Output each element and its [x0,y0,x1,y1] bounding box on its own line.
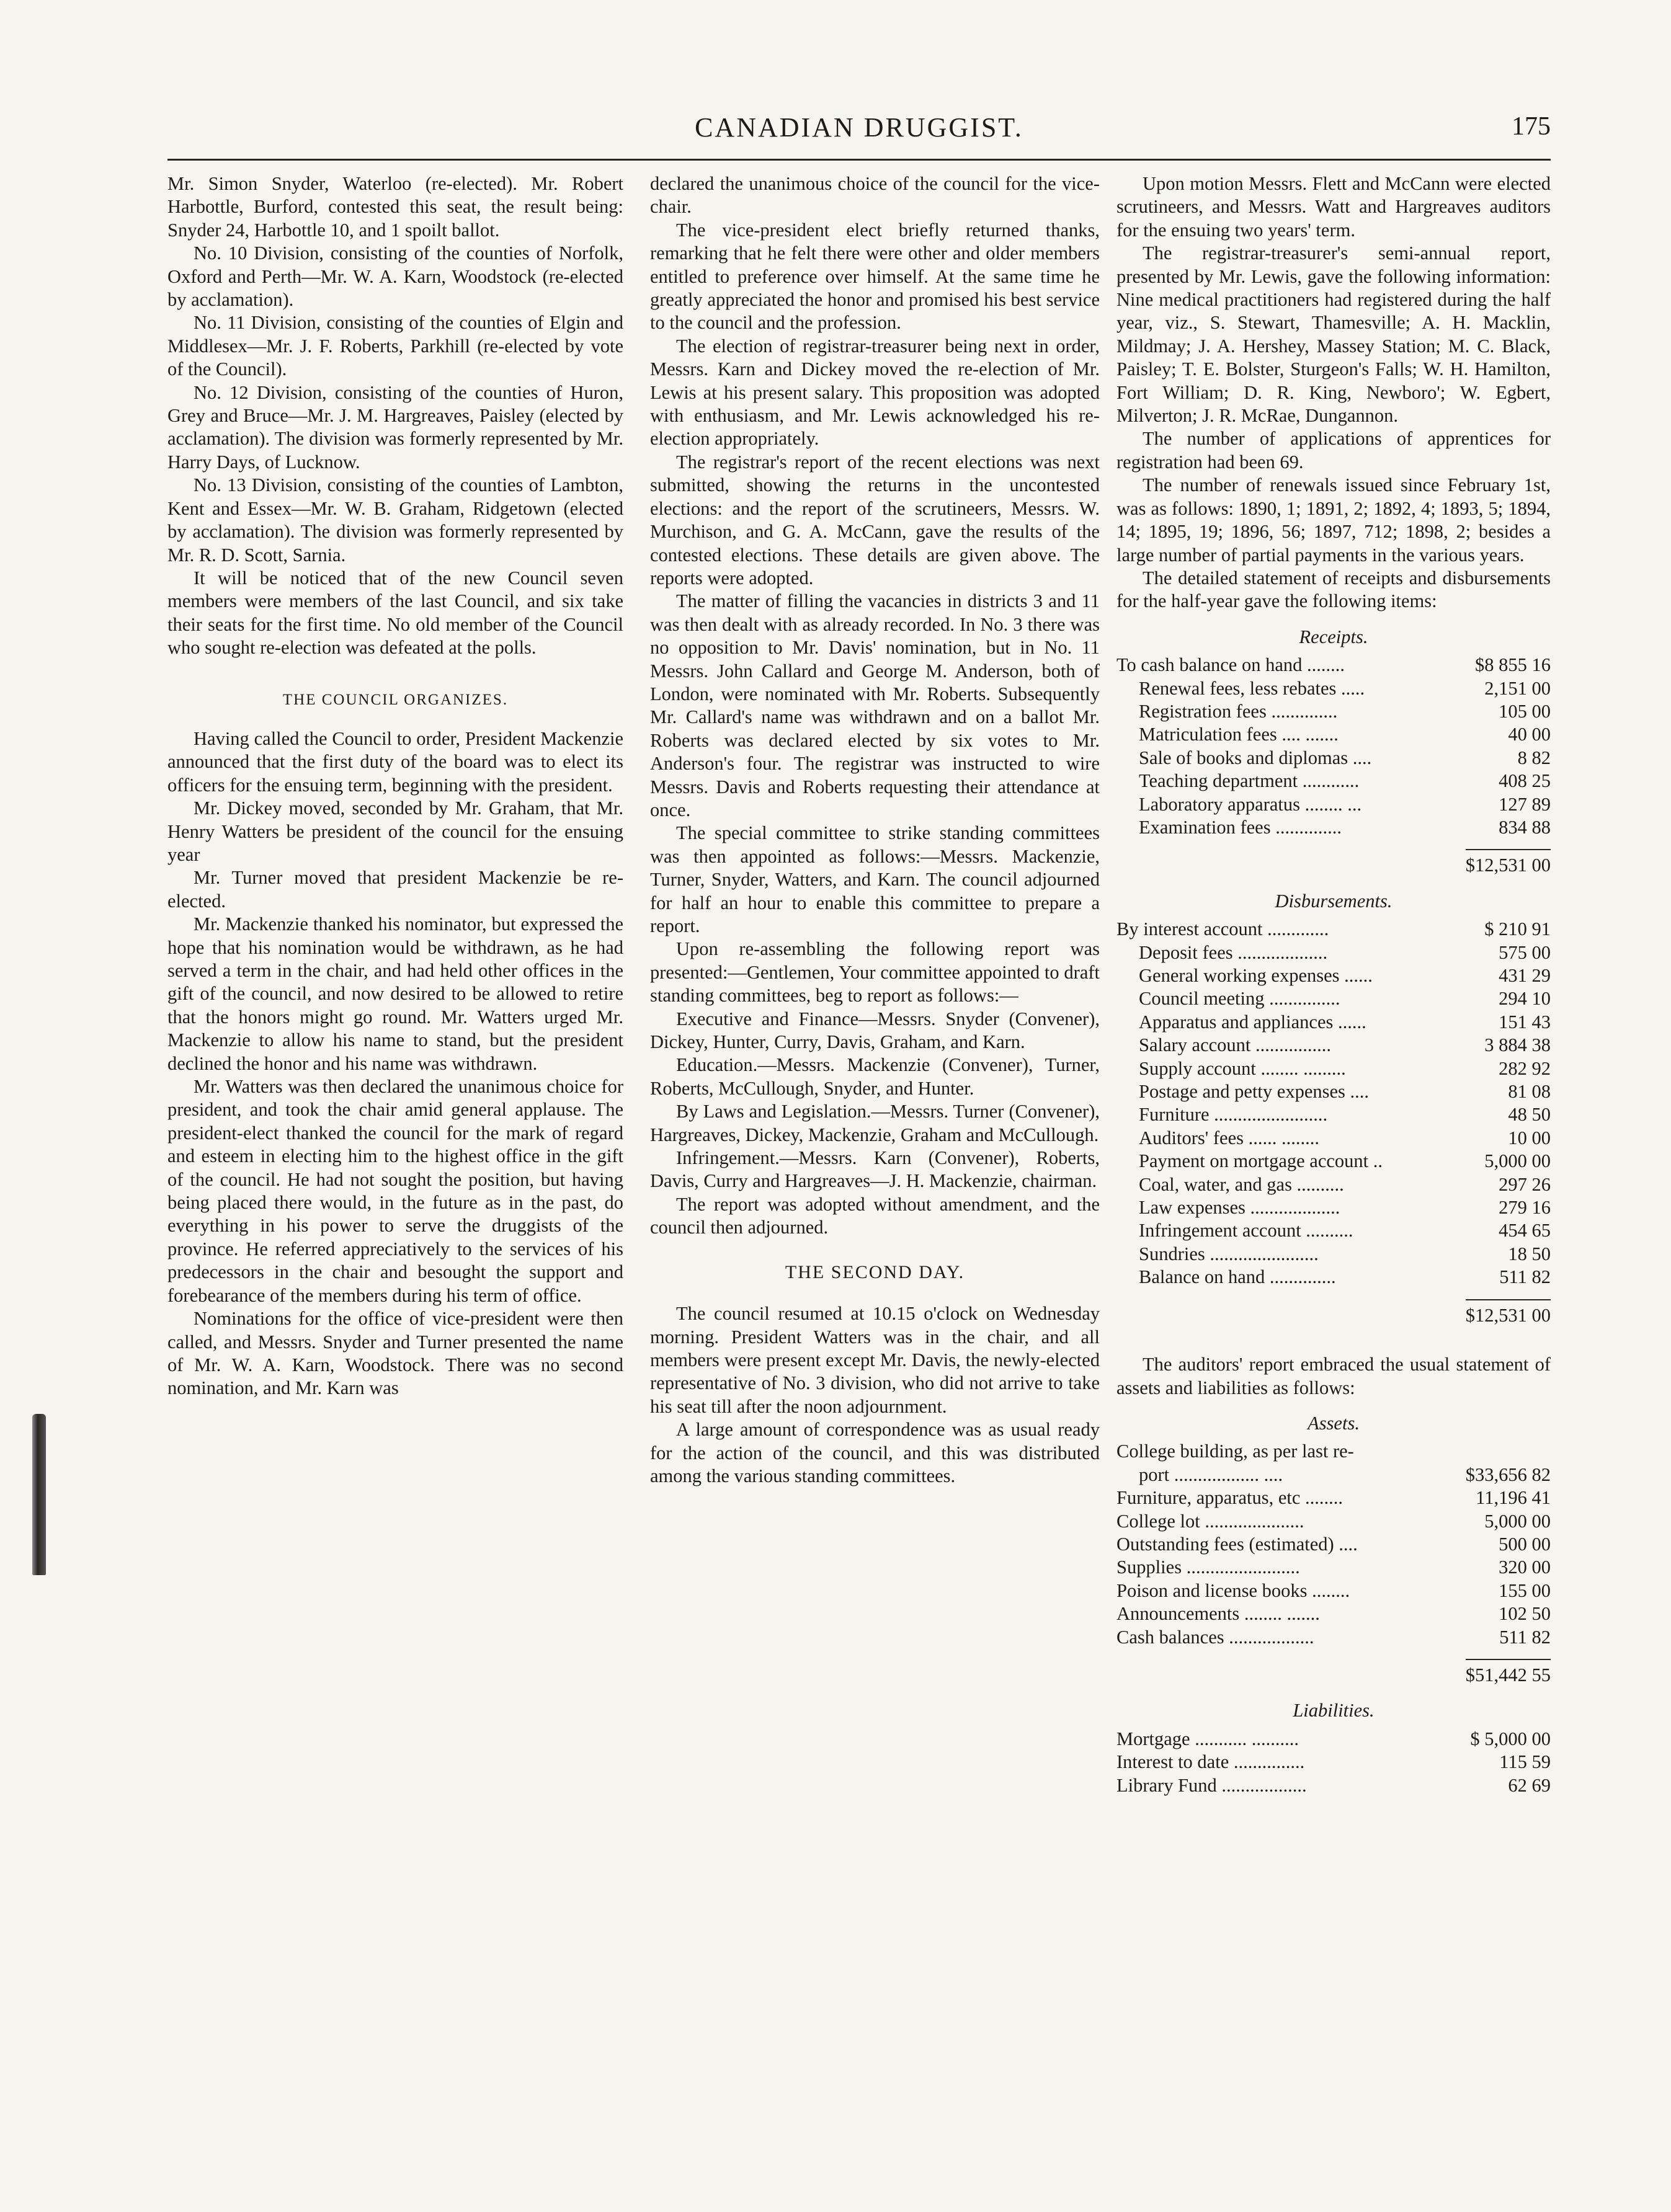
row-label: Interest to date ............... [1116,1751,1305,1773]
table-row [1116,918,1551,941]
table-row [1116,770,1551,793]
row-amount: 3 884 38 [1484,1034,1551,1056]
row-label: Law expenses ................... [1139,1197,1340,1219]
table-row [1116,1728,1551,1751]
table-row [1116,654,1551,677]
row-label: Teaching department ............ [1139,770,1360,792]
row-label: Mortgage ........... .......... [1116,1728,1299,1749]
table-row [1116,1486,1551,1509]
row-label: Supply account ........ ......... [1139,1057,1346,1079]
column-1 [167,172,623,2188]
row-label: Deposit fees ................... [1139,941,1328,963]
row-amount: 10 00 [1508,1127,1551,1148]
table-row [1116,816,1551,839]
row-amount: 105 00 [1499,700,1551,722]
page-header [167,112,1551,155]
row-amount: 279 16 [1499,1197,1551,1219]
row-amount: 294 10 [1499,988,1551,1010]
paragraph: The vice-president elect briefly returned thanks, remarking that he felt there were other and older members entitled to preference over himself. At the same time he greatly appreciated the honor and promised his best service to the council and the profession. [650,219,1100,334]
paragraph: No. 11 Division, consisting of the counties of Elgin and Middlesex—Mr. J. F. Roberts, Parkhill (re-elected by vote of the Council). [167,312,623,380]
row-amount: 575 00 [1499,941,1551,963]
paragraph: The matter of filling the vacancies in districts 3 and 11 was then dealt with as already recorded. In No. 3 there was no opposition to Mr. Davis' nomination, but in No. 11 Messrs. John Callard and George M. Anderson, both of London, were nominated with Mr. Roberts. Subsequently Mr. Callard's name was withdrawn and on a ballot Mr. Roberts was declared elected by six votes to Mr. Anderson's four. The registrar was instructed to wire Messrs. Davis and Roberts requesting their attendance at once. [650,590,1100,820]
row-label: Council meeting ............... [1139,988,1340,1010]
table-row [1116,1510,1551,1533]
table-row [1116,1196,1551,1219]
row-amount: 297 26 [1499,1173,1551,1195]
section-heading: THE SECOND DAY. [785,1261,965,1282]
row-amount: 5,000 00 [1484,1510,1551,1532]
row-label: Examination fees .............. [1139,816,1342,838]
row-amount: 18 50 [1508,1243,1551,1264]
row-label: To cash balance on hand ........ [1116,654,1345,676]
paragraph: The detailed statement of receipts and disbursements for the half-year gave the following items: [1116,567,1551,612]
paragraph: Executive and Finance—Messrs. Snyder (Convener), Dickey, Hunter, Curry, Davis, Graham, and Karn. [650,1008,1100,1053]
row-label: Renewal fees, less rebates ..... [1139,677,1365,699]
row-label: Outstanding fees (estimated) .... [1116,1533,1358,1555]
row-amount: 155 00 [1499,1579,1551,1601]
row-amount: 834 88 [1499,816,1551,838]
disbursements-total: $12,531 00 [1116,1299,1551,1327]
publication-title: CANADIAN DRUGGIST. [695,112,1023,143]
row-amount: 81 08 [1508,1081,1551,1103]
paragraph: No. 13 Division, consisting of the counties of Lambton, Kent and Essex—Mr. W. B. Graham, Ridgetown (elected by acclamation). The division was formerly represented by Mr. R. D. Scott, Sarnia. [167,474,623,566]
row-label: College building, as per last re- [1116,1441,1354,1462]
paragraph: Education.—Messrs. Mackenzie (Convener), Turner, Roberts, McCullough, Snyder, and Hunter. [650,1054,1100,1099]
paragraph: Mr. Dickey moved, seconded by Mr. Graham, that Mr. Henry Watters be president of the council for the ensuing year [167,797,623,865]
paragraph: The registrar's report of the recent elections was next submitted, showing the returns in the uncontested elections: and the report of the scrutineers, Messrs. W. Murchison, and G. A. McCann, gave the results of the contested elections. These details are given above. The reports were adopted. [650,451,1100,589]
table-row [1116,1057,1551,1080]
table-row [1116,1602,1551,1625]
row-amount: 511 82 [1499,1626,1551,1648]
table-row [1116,1774,1551,1797]
row-amount: 408 25 [1499,770,1551,792]
row-label: port .................. .... [1139,1464,1283,1485]
paragraph: No. 10 Division, consisting of the counties of Norfolk, Oxford and Perth—Mr. W. A. Karn, Woodstock (re-elected by acclamation). [167,242,623,311]
row-label: General working expenses ...... [1139,965,1373,986]
row-label: Balance on hand .............. [1139,1266,1336,1288]
row-amount: 62 69 [1508,1774,1551,1796]
row-amount: 454 65 [1499,1220,1551,1241]
row-amount: 5,000 00 [1484,1150,1551,1172]
table-row [1116,1103,1551,1126]
row-label: By interest account ............. [1116,918,1329,940]
row-label: Payment on mortgage account .. [1139,1150,1383,1172]
paragraph: Mr. Simon Snyder, Waterloo (re-elected). Mr. Robert Harbottle, Burford, contested this seat, the result being: Snyder 24, Harbottle 10, and 1 spoilt ballot. [167,173,623,241]
paragraph: The number of renewals issued since February 1st, was as follows: 1890, 1; 1891, 2; 1892, 4; 1893, 5; 1894, 14; 1895, 19; 1896, 56; 1897, 712; 1898, 2; besides a large number of partial payments in the various years. [1116,474,1551,566]
row-amount: 127 89 [1499,793,1551,815]
paragraph: Infringement.—Messrs. Karn (Convener), Roberts, Davis, Curry and Hargreaves—J. H. Mackenzie, chairman. [650,1147,1100,1192]
row-label: Laboratory apparatus ........ ... [1139,793,1362,815]
row-amount: 151 43 [1499,1011,1551,1033]
paragraph: No. 12 Division, consisting of the counties of Huron, Grey and Bruce—Mr. J. M. Hargreaves, Paisley (elected by acclamation). The division was formerly represented by Mr. Harry Days, of Lucknow. [167,381,623,473]
spacer [1116,1335,1551,1353]
table-row [1116,1579,1551,1602]
table-row [1116,1150,1551,1173]
page-number: 175 [1512,112,1551,141]
paragraph: Having called the Council to order, President Mackenzie announced that the first duty of the board was to elect its officers for the ensuing term, beginning with the president. [167,727,623,796]
disbursements-heading: Disbursements. [1275,890,1392,912]
table-row [1116,1440,1551,1463]
row-amount: 115 59 [1499,1751,1551,1773]
disbursements-table [1116,918,1551,1289]
paragraph: By Laws and Legislation.—Messrs. Turner (Convener), Hargreaves, Dickey, Mackenzie, Graham and McCullough. [650,1101,1100,1145]
row-label: Salary account ................ [1139,1034,1332,1056]
row-amount: 500 00 [1499,1533,1551,1555]
row-label: Poison and license books ........ [1116,1579,1350,1601]
paragraph: Mr. Turner moved that president Mackenzie be re-elected. [167,867,623,912]
row-label: Infringement account .......... [1139,1220,1353,1241]
table-row [1116,1173,1551,1196]
paragraph: The auditors' report embraced the usual statement of assets and liabilities as follows: [1116,1354,1551,1398]
row-label: Library Fund .................. [1116,1774,1307,1796]
row-label: Cash balances .................. [1116,1626,1314,1648]
row-label: Coal, water, and gas .......... [1139,1173,1344,1195]
table-row [1116,1556,1551,1579]
row-label: College lot ..................... [1116,1510,1304,1532]
paragraph: declared the unanimous choice of the council for the vice-chair. [650,173,1100,218]
row-amount: 8 82 [1517,747,1551,768]
receipts-table [1116,654,1551,839]
table-row [1116,1464,1551,1486]
paragraph: Upon motion Messrs. Flett and McCann were elected scrutineers, and Messrs. Watt and Hargreaves auditors for the ensuing two years' term. [1116,173,1551,241]
margin-binding-mark [32,1414,46,1575]
row-amount: 102 50 [1499,1603,1551,1625]
assets-heading: Assets. [1308,1412,1360,1434]
row-label: Furniture ........................ [1139,1104,1328,1126]
row-label: Sundries ....................... [1139,1243,1319,1264]
table-row [1116,1034,1551,1057]
table-row [1116,1243,1551,1266]
table-row [1116,1626,1551,1649]
table-row [1116,1219,1551,1242]
table-row [1116,1533,1551,1556]
row-amount: 40 00 [1508,724,1551,745]
table-row [1116,1080,1551,1103]
paragraph: The number of applications of apprentices for registration had been 69. [1116,428,1551,473]
row-label: Matriculation fees .... ....... [1139,724,1339,745]
paragraph: Nominations for the office of vice-president were then called, and Messrs. Snyder and Turner presented the name of Mr. W. A. Karn, Woodstock. There was no second nomination, and Mr. Karn was [167,1308,623,1399]
row-amount: 431 29 [1499,965,1551,986]
table-row [1116,1751,1551,1774]
row-label: Apparatus and appliances ...... [1139,1011,1366,1033]
row-label: Registration fees .............. [1139,700,1338,722]
row-label: Supplies ........................ [1116,1557,1300,1578]
paragraph: Upon re-assembling the following report was presented:—Gentlemen, Your committee appointed to draft standing committees, beg to report as follows:— [650,938,1100,1006]
row-amount: $ 5,000 00 [1470,1728,1551,1749]
table-row [1116,723,1551,746]
paragraph: Mr. Watters was then declared the unanimous choice for president, and took the chair amid general applause. The president-elect thanked the council for the mark of regard and esteem in electing him to the highest office in the gift of the council. He had not sought the position, but having being placed there would, in the future as in the past, do everything in his power to serve the druggists of the province. He referred appreciatively to the services of his predecessors in the chair and besought the support and forebearance of the members during his term of office. [167,1076,623,1306]
table-row [1116,700,1551,723]
row-label: Announcements ........ ....... [1116,1603,1320,1625]
row-label: Auditors' fees ...... ........ [1139,1127,1319,1148]
paragraph: The report was adopted without amendment, and the council then adjourned. [650,1193,1100,1238]
receipts-total: $12,531 00 [1116,849,1551,877]
row-amount: 282 92 [1499,1057,1551,1079]
table-row [1116,1011,1551,1034]
row-amount: $33,656 82 [1465,1464,1551,1485]
assets-table [1116,1464,1551,1649]
paragraph: It will be noticed that of the new Council seven members were members of the last Council, and six take their seats for the first time. No old member of the Council who sought re-election was defeated at the polls. [167,567,623,659]
liabilities-table [1116,1728,1551,1797]
row-amount: 48 50 [1508,1104,1551,1126]
liabilities-heading: Liabilities. [1293,1700,1375,1721]
paragraph: A large amount of correspondence was as usual ready for the action of the council, and this was distributed among the various standing committees. [650,1419,1100,1486]
table-row [1116,747,1551,770]
table-row [1116,1266,1551,1289]
row-label: Furniture, apparatus, etc ........ [1116,1487,1343,1509]
table-row [1116,1127,1551,1150]
row-amount: 511 82 [1499,1266,1551,1288]
table-row [1116,677,1551,700]
paragraph: Mr. Mackenzie thanked his nominator, but expressed the hope that his nomination would be withdrawn, as he had served a term in the chair, and had held other offices in the gift of the council, and now desired to be allowed to retire that the honors might go round. Mr. Watters urged Mr. Mackenzie to allow his name to stand, but the president declined the honor and his name was withdrawn. [167,913,623,1074]
table-row [1116,964,1551,987]
section-heading: THE COUNCIL ORGANIZES. [282,691,509,708]
row-amount: 320 00 [1499,1557,1551,1578]
row-amount: $8 855 16 [1475,654,1551,676]
table-row [1116,987,1551,1010]
header-rule [167,159,1551,161]
paragraph: The special committee to strike standing committees was then appointed as follows:—Messrs. Mackenzie, Turner, Snyder, Watters, and Karn. The council adjourned for half an hour to enable this committee to prepare a report. [650,822,1100,936]
column-3 [1116,172,1551,2188]
row-amount: 11,196 41 [1476,1487,1551,1509]
assets-total: $51,442 55 [1116,1659,1551,1687]
table-row [1116,793,1551,816]
row-amount: 2,151 00 [1484,677,1551,699]
paragraph: The registrar-treasurer's semi-annual report, presented by Mr. Lewis, gave the following information: Nine medical practitioners had registered during the half year, viz., S. Stewart, Thamesville; A. H. Macklin, Mildmay; J. A. Hershey, Massey Station; M. C. Black, Paisley; T. E. Bolster, Sturgeon's Falls; W. H. Hamilton, Fort William; D. R. King, Newboro'; W. Egbert, Milverton; J. R. McRae, Dungannon. [1116,242,1551,427]
column-2 [650,172,1100,2188]
paragraph: The election of registrar-treasurer being next in order, Messrs. Karn and Dickey moved the re-election of Mr. Lewis at his present salary. This proposition was adopted with enthusiasm, and Mr. Lewis acknowledged his re-election appropriately. [650,335,1100,450]
row-label: Sale of books and diplomas .... [1139,747,1372,768]
paragraph: The council resumed at 10.15 o'clock on Wednesday morning. President Watters was in the chair, and all members were present except Mr. Davis, the newly-elected representative of No. 3 division, who did not arrive to take his seat till after the noon adjournment. [650,1303,1100,1417]
row-label: Postage and petty expenses .... [1139,1081,1370,1103]
row-amount: $ 210 91 [1484,918,1551,940]
table-row [1116,941,1551,964]
receipts-heading: Receipts. [1299,626,1368,647]
